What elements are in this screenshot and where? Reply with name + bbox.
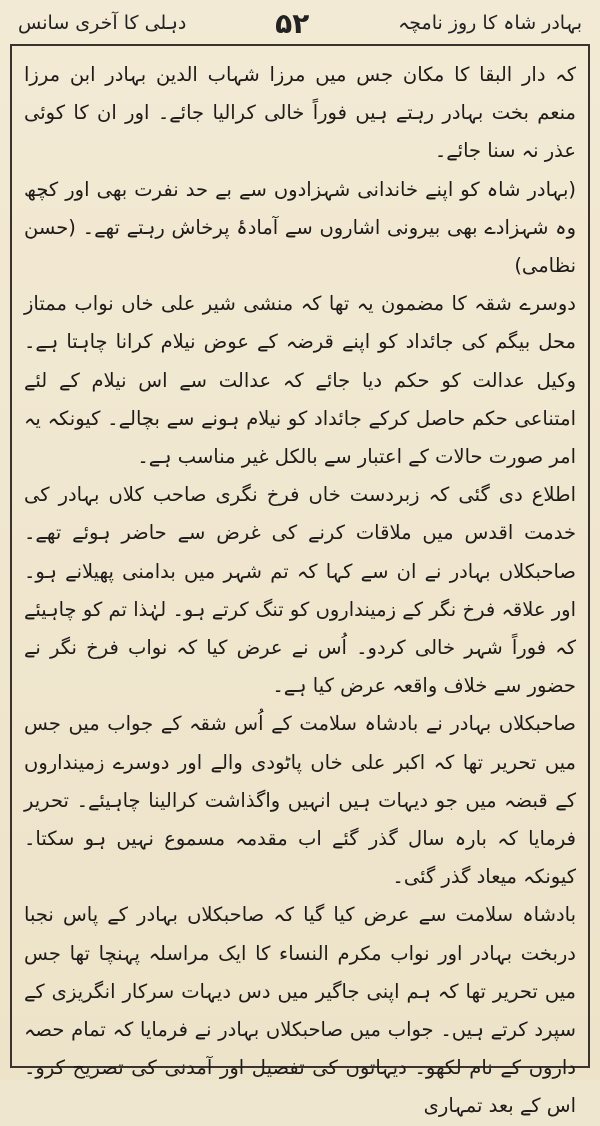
book-title: بہادر شاہ کا روز نامچہ: [398, 12, 582, 34]
chapter-title: دہلی کا آخری سانس: [18, 12, 187, 34]
paragraph-5: صاحبکلاں بہادر نے بادشاہ سلامت کے اُس شقہ کے جواب میں جس میں تحریر تھا کہ اکبر علی خاں پاٹودی والے اور دوسرے زمینداروں کے قبضہ میں جو دیہات ہیں انہیں واگذاشت کرالینا چاہیئے۔ تحریر فرمایا کہ بارہ سال گذر گئے اب مقدمہ مسموع نہیں ہو سکتا۔ کیونکہ میعاد گذر گئی۔: [24, 712, 576, 889]
text-frame: [10, 44, 590, 1118]
paragraph-2: (بہادر شاہ کو اپنے خاندانی شہزادوں سے بے حد نفرت بھی اور کچھ وہ شہزادے بھی بیرونی اشاروں سے آمادۂ پرخاش رہتے تھے۔ (حسن نظامی): [24, 177, 576, 278]
paragraph-4: اطلاع دی گئی کہ زبردست خاں فرخ نگری صاحب کلاں بہادر کی خدمت اقدس میں ملاقات کرنے کی غرض سے حاضر ہوئے تھے۔ صاحبکلاں بہادر نے ان سے کہا کہ تم شہر میں بدامنی پھیلانے ہو۔ اور علاقہ فرخ نگر کے زمینداروں کو تنگ کرتے ہو۔ لہٰذا تم کو چاہیئے کہ فوراً شہر خالی کردو۔ اُس نے عرض کیا کہ نواب فرخ نگر نے حضور سے خلاف واقعہ عرض کیا ہے۔: [24, 483, 576, 698]
page-number: ۵۲: [275, 6, 310, 40]
paragraph-1: کہ دار البقا کا مکان جس میں مرزا شہاب الدین بہادر ابن مرزا منعم بخت بہادر رہتے ہیں فوراً خالی کرالیا جائے۔ اور ان کا کوئی عذر نہ سنا جائے۔: [24, 63, 576, 163]
paragraph-3: دوسرے شقہ کا مضمون یہ تھا کہ منشی شیر علی خاں نواب ممتاز محل بیگم کی جائداد کو اپنے قرضہ کے عوض نیلام کرانا چاہتا ہے۔ وکیل عدالت کو حکم دیا جائے کہ عدالت سے اس نیلام کے لئے امتناعی حکم حاصل کرکے جائداد کو نیلام ہونے سے بچالے۔ کیونکہ یہ امر صورت حالات کے اعتبار سے بالکل غیر مناسب ہے۔: [24, 292, 576, 469]
paragraph-6: بادشاہ سلامت سے عرض کیا گیا کہ صاحبکلاں بہادر کے پاس نجبا دربخت بہادر اور نواب مکرم النساء کا ایک مراسلہ پہنچا تھا جس میں تحریر تھا کہ ہم اپنی جاگیر میں دس دیہات سرکار انگریزی کے سپرد کرتے ہیں۔ جواب میں صاحبکلاں بہادر نے فرمایا کہ تمام حصہ داروں کے نام لکھو۔ دیہاتوں کی تفصیل اور آمدنی کی تصریح کرو۔ اس کے بعد تمہاری: [24, 903, 576, 1118]
body-text: [24, 56, 576, 1126]
page-header: [18, 6, 582, 40]
